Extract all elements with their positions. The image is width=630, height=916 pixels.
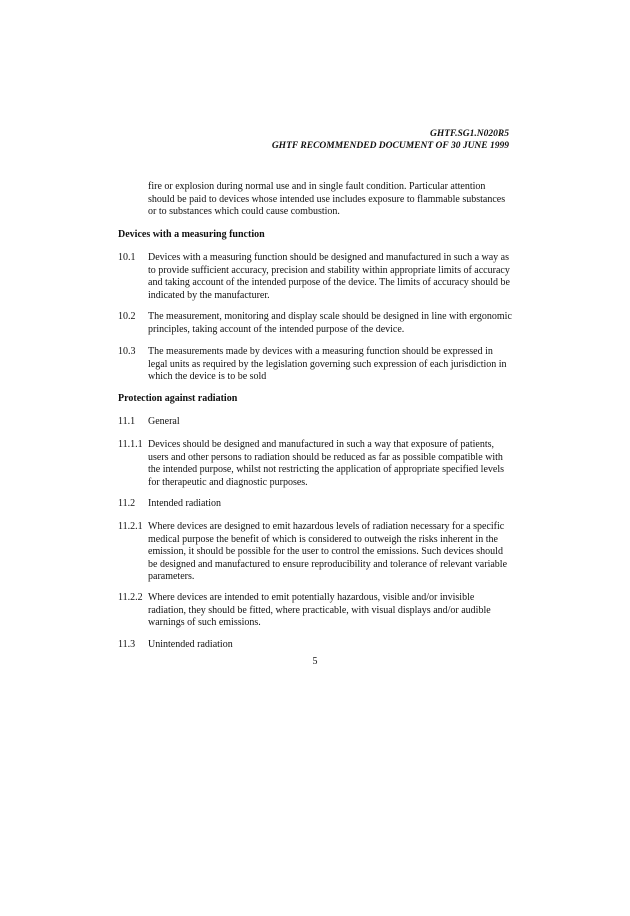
clause-number: 10.1 [118,252,136,263]
clause-text: Devices with a measuring function should be designed and manufactured in such a way as to provide sufficient accuracy, precision and stability within appropriate limits of accuracy and taking account of the intended purpose of the device. The limits of accuracy should be indicated by the manufacturer. [148,252,510,301]
clause-number: 10.2 [118,311,136,322]
section-heading-measuring: Devices with a measuring function [118,229,265,240]
clause-number: 11.2 [118,498,136,509]
intro-paragraph: fire or explosion during normal use and in single fault condition. Particular attention should be paid to devices whose intended use includes exposure to flammable substances or to substances which could cause combustion. [148,181,506,217]
clause-text: Unintended radiation [148,639,233,650]
clause-number: 10.3 [118,346,136,357]
clause-number: 11.2.1 [118,521,143,532]
page-number: 5 [312,656,318,667]
clause-number: 11.1.1 [118,439,143,450]
clause-text: Where devices are designed to emit hazardous levels of radiation necessary for a specific medical purpose the benefit of which is considered to outweigh the risks inherent in the emission, it should be possible for the user to control the emissions. Such devices should be designed and manufactured to ensure reproducibility and tolerance of relevant variable parameters. [148,521,508,582]
section-heading-radiation: Protection against radiation [118,393,238,404]
clause-text: The measurement, monitoring and display scale should be designed in line with ergonomic principles, taking account of the intended purpose of the device. [148,311,512,335]
clause-text: Where devices are intended to emit potentially hazardous, visible and/or invisible radiation, they should be fitted, where practicable, with visual displays and/or audible warnings of such emissions. [148,592,491,628]
document-title: GHTF RECOMMENDED DOCUMENT OF 30 JUNE 1999 [271,141,509,151]
document-id: GHTF.SG1.N020R5 [429,129,509,139]
clause-text: General [148,416,180,427]
clause-number: 11.1 [118,416,136,427]
clause-text: The measurements made by devices with a measuring function should be expressed in legal units as required by the legislation governing such expression of each jurisdiction in which the device is to be sold [148,346,507,382]
clause-text: Intended radiation [148,498,222,509]
clause-text: Devices should be designed and manufactured in such a way that exposure of patients, users and other persons to radiation should be reduced as far as possible compatible with the intended purpose, whilst not restricting the application of appropriate specified levels for therapeutic and diagnostic purposes. [148,439,505,488]
clause-number: 11.2.2 [118,592,143,603]
clause-number: 11.3 [118,639,136,650]
